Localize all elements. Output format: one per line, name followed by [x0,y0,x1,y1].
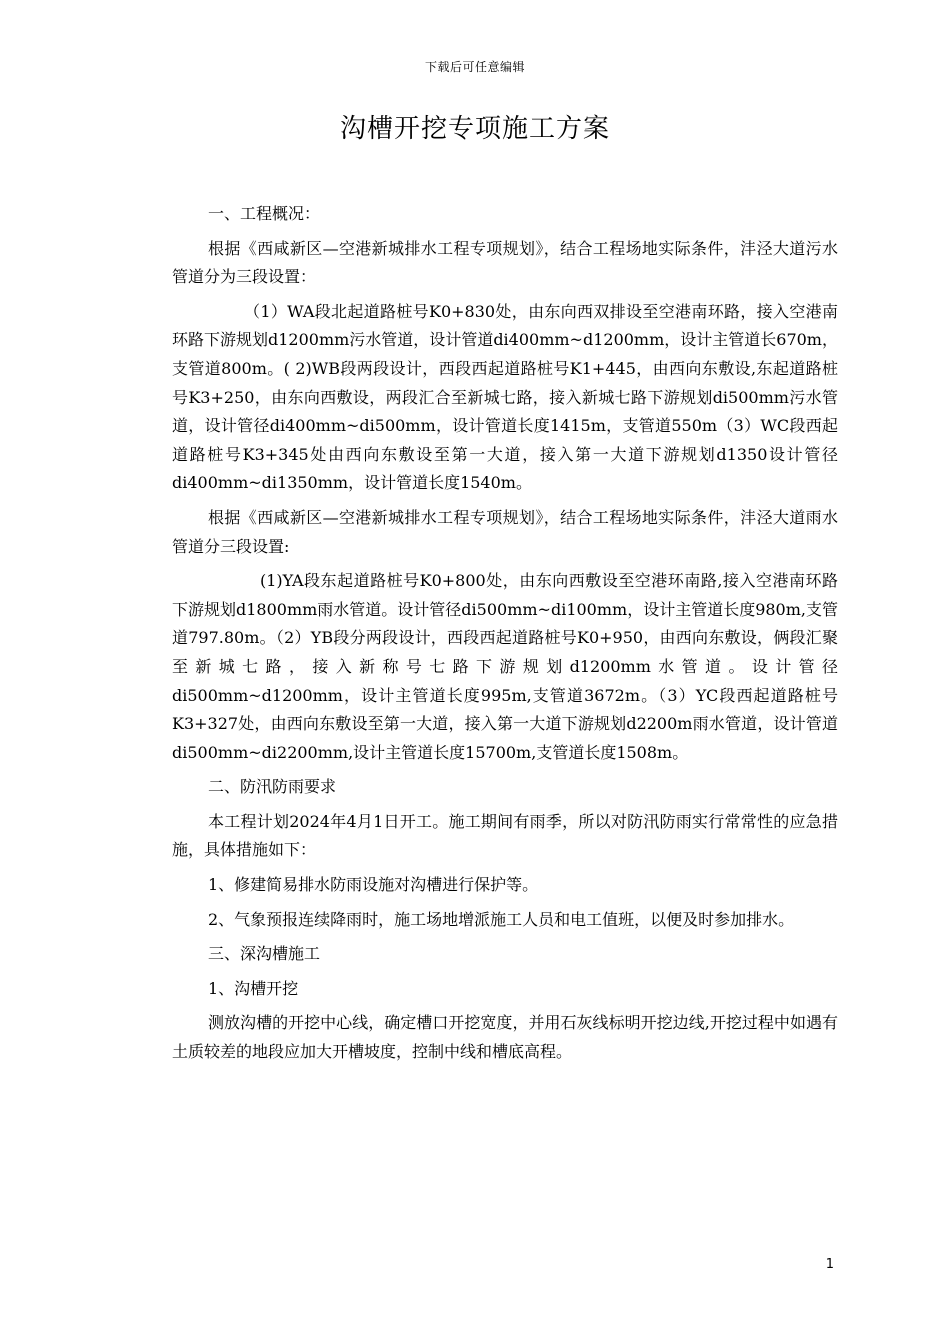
paragraph-flood-intro: 本工程计划2024年4月1日开工。施工期间有雨季，所以对防汛防雨实行常常性的应急措施，具体措施如下： [172,811,838,860]
paragraph-rain-sections: (1)YA段东起道路桩号K0+800处，由东向西敷设至空港环南路,接入空港南环路下游规划d1800mm雨水管道。设计管径di500mm~di100mm，设计主管道长度980m,支管道797.80m。（2）YB段分两段设计，西段西起道路桩号K0+950，由西向东敷设，俩段汇聚至新城七路，接入新称号七路下游规划d1200mm水管道。设计管径di500mm~d1200mm，设计主管道长度995m,支管道3672m。（3）YC段西起道路桩号K3+327处，由西向东敷设至第一大道，接入第一大道下游规划d2200m雨水管道，设计管道di500mm~di2200mm,设计主管道长度15700m,支管道长度1508m。 [172,571,838,762]
list-item-flood-1: 1、修建简易排水防雨设施对沟槽进行保护等。 [208,875,539,895]
paragraph-sewage-sections: （1）WA段北起道路桩号K0+830处，由东向西双排设至空港南环路，接入空港南环路下游规划d1200mm污水管道，设计管道di400mm~d1200mm，设计主管道长670m，支管道800m。( 2)WB段两段设计，西段西起道路桩号K1+445，由西向东敷设,东起道路桩号K3+250，由东向西敷设，两段汇合至新城七路，接入新城七路下游规划di500mm污水管道，设计管径di400mm~di500mm，设计管道长度1415m，支管道550m（3）WC段西起道路桩号K3+345处由西向东敷设至第一大道，接入第一大道下游规划d1350设计管径di400mm~di1350mm，设计管道长度1540m。 [172,301,838,493]
section-heading-overview: 一、工程概况： [208,204,321,223]
paragraph-rain-intro: 根据《西咸新区—空港新城排水工程专项规划》，结合工程场地实际条件，沣泾大道雨水管道分三段设置: [172,507,838,556]
document-title: 沟槽开挖专项施工方案 [339,114,610,144]
paragraph-trench-excavation: 测放沟槽的开挖中心线，确定槽口开挖宽度，并用石灰线标明开挖边线,开挖过程中如遇有土质较差的地段应加大开槽坡度，控制中线和槽底高程。 [172,1013,838,1062]
subheading-trench-excavation: 1、沟槽开挖 [208,978,299,998]
section-heading-deep-trench: 三、深沟槽施工 [208,944,321,964]
page-number: 1 [825,1257,834,1272]
document-body [172,200,838,1073]
page-header: 下载后可任意编辑 [424,60,525,74]
paragraph-sewage-intro: 根据《西咸新区—空港新城排水工程专项规划》，结合工程场地实际条件，沣泾大道污水管道分为三段设置： [172,238,838,287]
list-item-flood-2: 2、气象预报连续降雨时，施工场地增派施工人员和电工值班，以便及时参加排水。 [208,909,795,929]
section-heading-flood: 二、防汛防雨要求 [208,777,337,797]
